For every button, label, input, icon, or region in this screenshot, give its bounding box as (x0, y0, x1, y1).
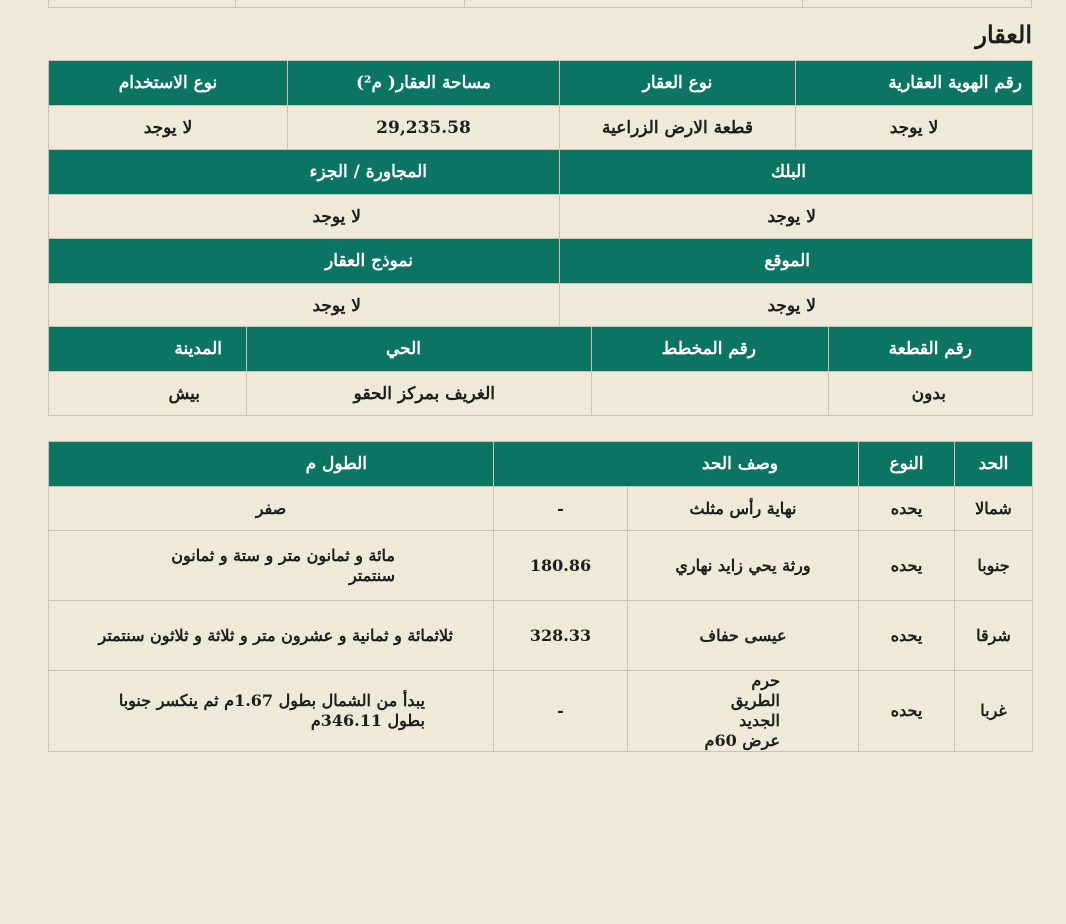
boundary-type: يحده (859, 601, 955, 671)
header-usage-type: نوع الاستخدام (49, 61, 288, 106)
value-property-type: قطعة الارض الزراعية (560, 106, 796, 150)
parcel-value-row (49, 372, 1033, 416)
boundary-length-number: 180.86 (494, 531, 628, 601)
header-boundary-type: النوع (859, 442, 955, 487)
boundary-length-number: 328.33 (494, 601, 628, 671)
boundary-length-text: يبدأ من الشمال بطول 1.67م ثم ينكسر جنوبا بطول 346.11م (49, 671, 494, 752)
boundary-length-text: صفر (49, 487, 494, 531)
header-neighborhood-part: المجاورة / الجزء (49, 150, 560, 195)
value-district: الغريف بمركز الحقو (247, 372, 592, 416)
value-property-area: 29,235.58 (288, 106, 560, 150)
value-property-model: لا يوجد (49, 284, 560, 328)
boundary-side: غربا (955, 671, 1033, 752)
parcel-header-row (49, 327, 1033, 372)
property-table (48, 60, 1033, 328)
header-plot-number: رقم القطعة (829, 327, 1033, 372)
header-district: الحي (247, 327, 592, 372)
property-value-row-1 (49, 106, 1033, 150)
value-location: لا يوجد (560, 284, 1033, 328)
table-row (49, 487, 1033, 531)
property-header-row-2 (49, 150, 1033, 195)
table-row (49, 601, 1033, 671)
header-city: المدينة (49, 327, 247, 372)
boundary-side: شمالا (955, 487, 1033, 531)
header-property-model: نموذج العقار (49, 239, 560, 284)
boundary-side: شرقا (955, 601, 1033, 671)
header-property-area: مساحة العقار( م²) (288, 61, 560, 106)
boundary-side: جنوبا (955, 531, 1033, 601)
boundary-length-text: ثلاثمائة و ثمانية و عشرون متر و ثلاثة و ثلاثون سنتمتر (49, 601, 494, 671)
header-location: الموقع (560, 239, 1033, 284)
table-row (49, 671, 1033, 752)
header-boundary-description: وصف الحد (494, 442, 859, 487)
value-usage-type: لا يوجد (49, 106, 288, 150)
value-property-id: لا يوجد (796, 106, 1033, 150)
boundary-length-number: - (494, 487, 628, 531)
table-row (49, 531, 1033, 601)
property-header-row-1 (49, 61, 1033, 106)
boundaries-table (48, 441, 1033, 752)
boundary-description: عيسى حفاف (628, 601, 859, 671)
value-city: بيش (49, 372, 247, 416)
boundaries-header-row (49, 442, 1033, 487)
property-header-row-3 (49, 239, 1033, 284)
header-plan-number: رقم المخطط (592, 327, 829, 372)
property-value-row-2 (49, 195, 1033, 239)
value-neighborhood-part: لا يوجد (49, 195, 560, 239)
header-property-type: نوع العقار (560, 61, 796, 106)
boundary-length-number: - (494, 671, 628, 752)
section-title: العقار (975, 20, 1032, 49)
header-block: البلك (560, 150, 1033, 195)
parcel-table (48, 326, 1033, 416)
boundary-description: ورثة يحي زايد نهاري (628, 531, 859, 601)
header-boundary-side: الحد (955, 442, 1033, 487)
previous-table-bottom (48, 0, 1032, 8)
header-property-id: رقم الهوية العقارية (796, 61, 1033, 106)
boundary-length-text: مائة و ثمانون متر و ستة و ثمانون سنتمتر (49, 531, 494, 601)
header-boundary-length: الطول م (49, 442, 494, 487)
property-value-row-3 (49, 284, 1033, 328)
boundary-type: يحده (859, 531, 955, 601)
boundary-description: حرم الطريق الجديد عرض 60م (628, 671, 859, 752)
value-plan-number (592, 372, 829, 416)
value-plot-number: بدون (829, 372, 1033, 416)
boundary-type: يحده (859, 671, 955, 752)
boundary-description: نهاية رأس مثلث (628, 487, 859, 531)
boundary-type: يحده (859, 487, 955, 531)
value-block: لا يوجد (560, 195, 1033, 239)
